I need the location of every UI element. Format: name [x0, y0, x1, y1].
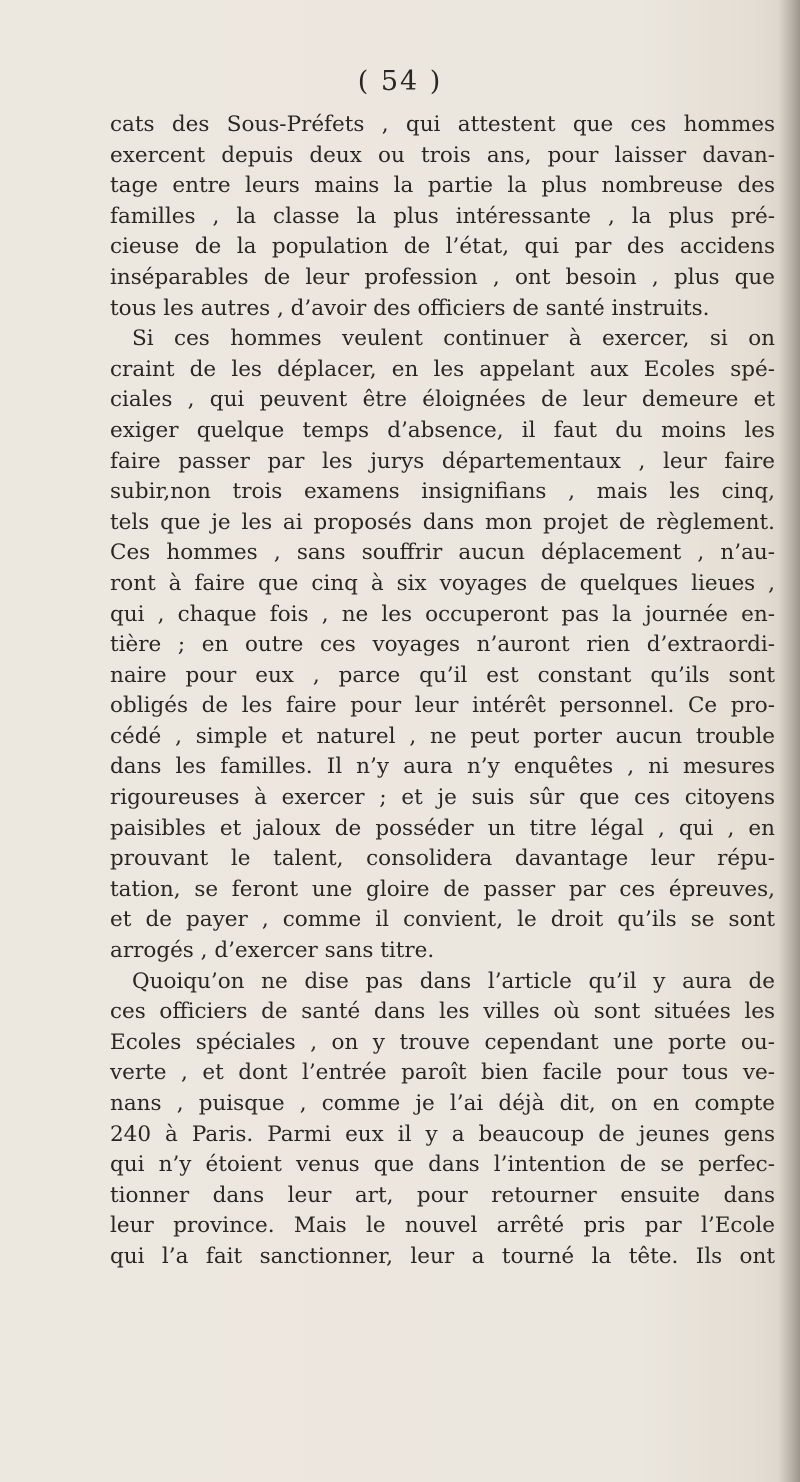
text-line: 240 à Paris. Parmi eux il y a beaucoup de jeunes gens [110, 1121, 775, 1147]
text-line: naire pour eux , parce qu’il est constant qu’ils sont [110, 662, 775, 688]
text-line: prouvant le talent, consolidera davantage leur répu- [110, 846, 775, 872]
text-line: ces officiers de santé dans les villes où sont situées les [110, 999, 775, 1025]
text-line: ront à faire que cinq à six voyages de quelques lieues , [110, 570, 775, 596]
text-line: familles , la classe la plus intéressante , la plus pré- [110, 203, 775, 229]
text-line: qui l’a fait sanctionner, leur a tourné la tête. Ils ont [110, 1243, 775, 1269]
text-line: exercent depuis deux ou trois ans, pour laisser davan- [110, 142, 775, 168]
text-line: arrogés , d’exercer sans titre. [110, 938, 435, 964]
text-line: ciales , qui peuvent être éloignées de leur demeure et [110, 387, 775, 413]
text-line: subir,non trois examens insignifians , mais les cinq, [110, 479, 775, 505]
text-line: tation, se feront une gloire de passer par ces épreuves, [110, 876, 775, 902]
body-text [110, 110, 775, 1273]
text-line: verte , et dont l’entrée paroît bien facile pour tous ve- [110, 1060, 775, 1086]
text-line: rigoureuses à exercer ; et je suis sûr que ces citoyens [110, 785, 775, 811]
text-line: Ecoles spéciales , on y trouve cependant une porte ou- [110, 1029, 775, 1055]
text-line: Si ces hommes veulent continuer à exercer, si on [132, 326, 775, 352]
text-line: tière ; en outre ces voyages n’auront rien d’extraordi- [110, 632, 775, 658]
text-line: Quoiqu’on ne dise pas dans l’article qu’il y aura de [132, 968, 775, 994]
text-line: qui n’y étoient venus que dans l’intention de se perfec- [110, 1152, 775, 1178]
text-line: tage entre leurs mains la partie la plus nombreuse des [110, 173, 775, 199]
text-line: faire passer par les jurys départementaux , leur faire [110, 448, 775, 474]
text-line: nans , puisque , comme je l’ai déjà dit, on en compte [110, 1091, 775, 1116]
text-line: paisibles et jaloux de posséder un titre légal , qui , en [110, 815, 775, 841]
text-line: cédé , simple et naturel , ne peut porter aucun trouble [110, 723, 775, 749]
text-line: exiger quelque temps d’absence, il faut du moins les [110, 417, 775, 443]
text-line: obligés de les faire pour leur intérêt personnel. Ce pro- [110, 693, 775, 719]
text-line: craint de les déplacer, en les appelant aux Ecoles spé- [110, 356, 775, 382]
page-number: ( 54 ) [357, 66, 443, 97]
text-line: Ces hommes , sans souffrir aucun déplacement , n’au- [110, 540, 775, 566]
text-line: et de payer , comme il convient, le droit qu’ils se sont [110, 907, 775, 933]
text-line: cats des Sous-Préfets , qui attestent que ces hommes [110, 112, 775, 137]
text-line: tels que je les ai proposés dans mon projet de règlement. [110, 509, 775, 535]
text-line: dans les familles. Il n’y aura n’y enquêtes , ni mesures [110, 754, 775, 780]
page-binding-shadow [778, 0, 800, 1482]
text-line: inséparables de leur profession , ont besoin , plus que [110, 264, 775, 290]
text-line: cieuse de la population de l’état, qui par des accidens [110, 234, 775, 260]
text-line: tionner dans leur art, pour retourner ensuite dans [110, 1182, 775, 1208]
text-line: tous les autres , d’avoir des officiers de santé instruits. [110, 295, 710, 321]
text-line: leur province. Mais le nouvel arrêté pris par l’Ecole [110, 1213, 775, 1239]
text-line: qui , chaque fois , ne les occuperont pas la journée en- [110, 601, 775, 627]
